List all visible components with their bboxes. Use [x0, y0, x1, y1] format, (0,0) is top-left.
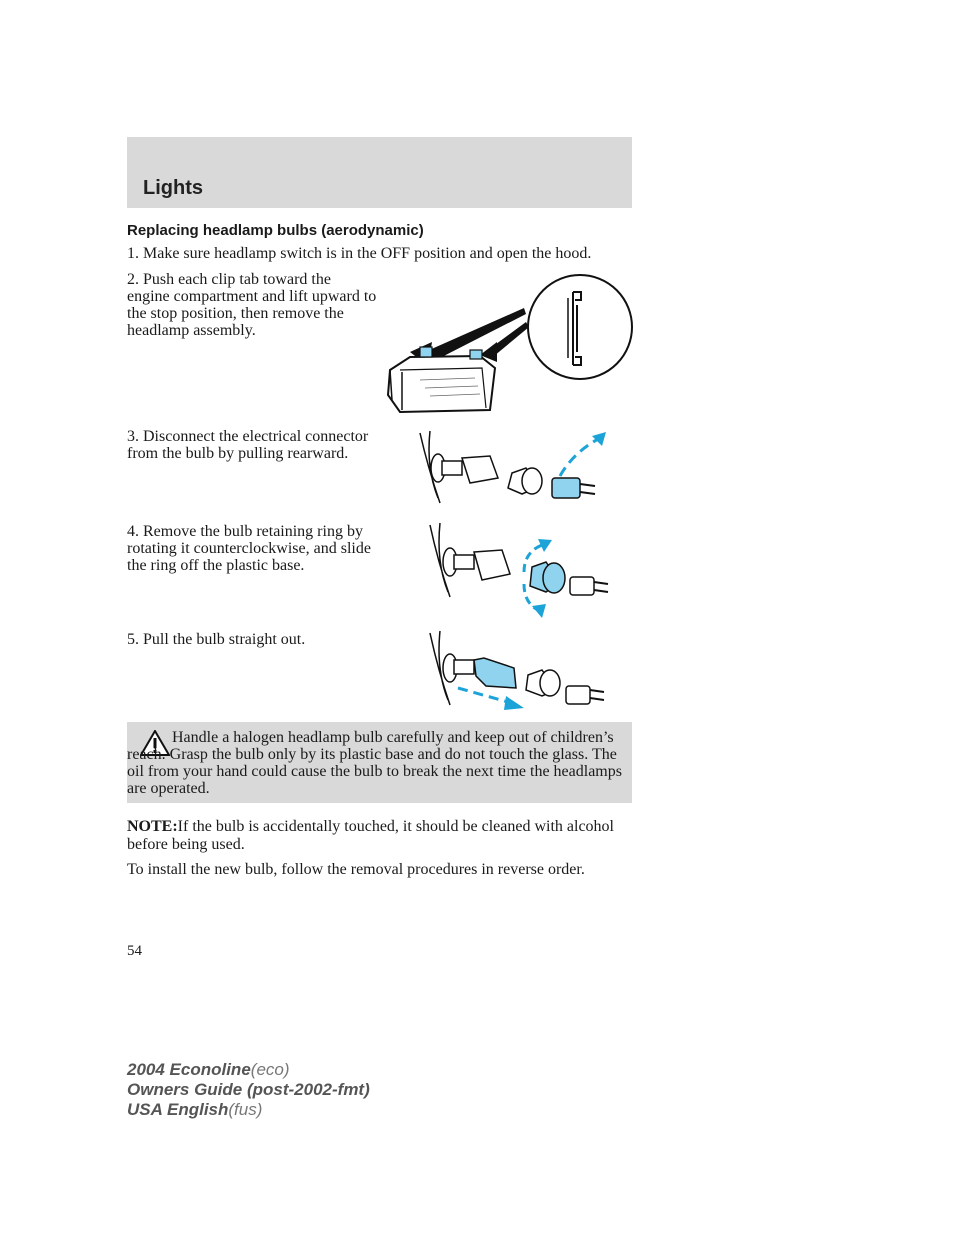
page-heading: Replacing headlamp bulbs (aerodynamic): [127, 222, 424, 239]
retaining-ring-illustration: [420, 522, 620, 622]
step-2-text: 2. Push each clip tab toward the engine compartment and lift upward to the stop position, then remove the headlamp assembly.: [127, 271, 377, 339]
content: [127, 222, 632, 263]
note-paragraph: [127, 818, 632, 854]
footer-line-2: [127, 1080, 370, 1100]
note-label: NOTE:: [127, 818, 178, 835]
step-1-text: 1. Make sure headlamp switch is in the OFF position and open the hood.: [127, 245, 592, 262]
disconnect-connector-illustration: [400, 428, 620, 518]
warning-box: [127, 722, 632, 803]
note-block: [127, 818, 632, 879]
section-header: [127, 137, 632, 208]
clip-tab-2: [470, 350, 482, 359]
footer-line-1: [127, 1060, 370, 1080]
pull-bulb-illustration: [420, 630, 620, 720]
headlamp-assembly-illustration: [380, 270, 635, 415]
footer-model: 2004 Econoline: [127, 1060, 251, 1079]
step-5-text: 5. Pull the bulb straight out.: [127, 631, 306, 648]
pull-arrowhead: [592, 432, 606, 446]
bulb-highlight: [474, 658, 516, 688]
footer-guide: Owners Guide (post-2002-fmt): [127, 1080, 370, 1099]
page-number: 54: [127, 943, 142, 959]
connector-highlight: [552, 478, 580, 498]
step-3-text: 3. Disconnect the electrical connector from the bulb by pulling rearward.: [127, 428, 369, 462]
install-text: To install the new bulb, follow the removal procedures in reverse order.: [127, 861, 585, 878]
section-title: Lights: [143, 177, 203, 199]
clip-tab-1: [420, 347, 432, 357]
footer: [127, 1060, 370, 1120]
footer-language: USA English: [127, 1100, 229, 1119]
footer-line-3: [127, 1100, 370, 1120]
footer-language-code: (fus): [228, 1100, 263, 1119]
footer-model-code: (eco): [250, 1060, 290, 1079]
warning-text: Handle a halogen headlamp bulb carefully and keep out of children’s reach. Grasp the bulb only by its plastic base and do not touch the glass. The oil from your hand could cause the bulb to break the next time the headlamps are operated.: [127, 729, 622, 797]
pull-arrow-path: [560, 438, 600, 476]
pull-bulb-arrow: [458, 688, 508, 702]
step-4-text: 4. Remove the bulb retaining ring by rotating it counterclockwise, and slide the ring off the plastic base.: [127, 523, 371, 574]
note-text: If the bulb is accidentally touched, it should be cleaned with alcohol before being used.: [127, 818, 614, 853]
